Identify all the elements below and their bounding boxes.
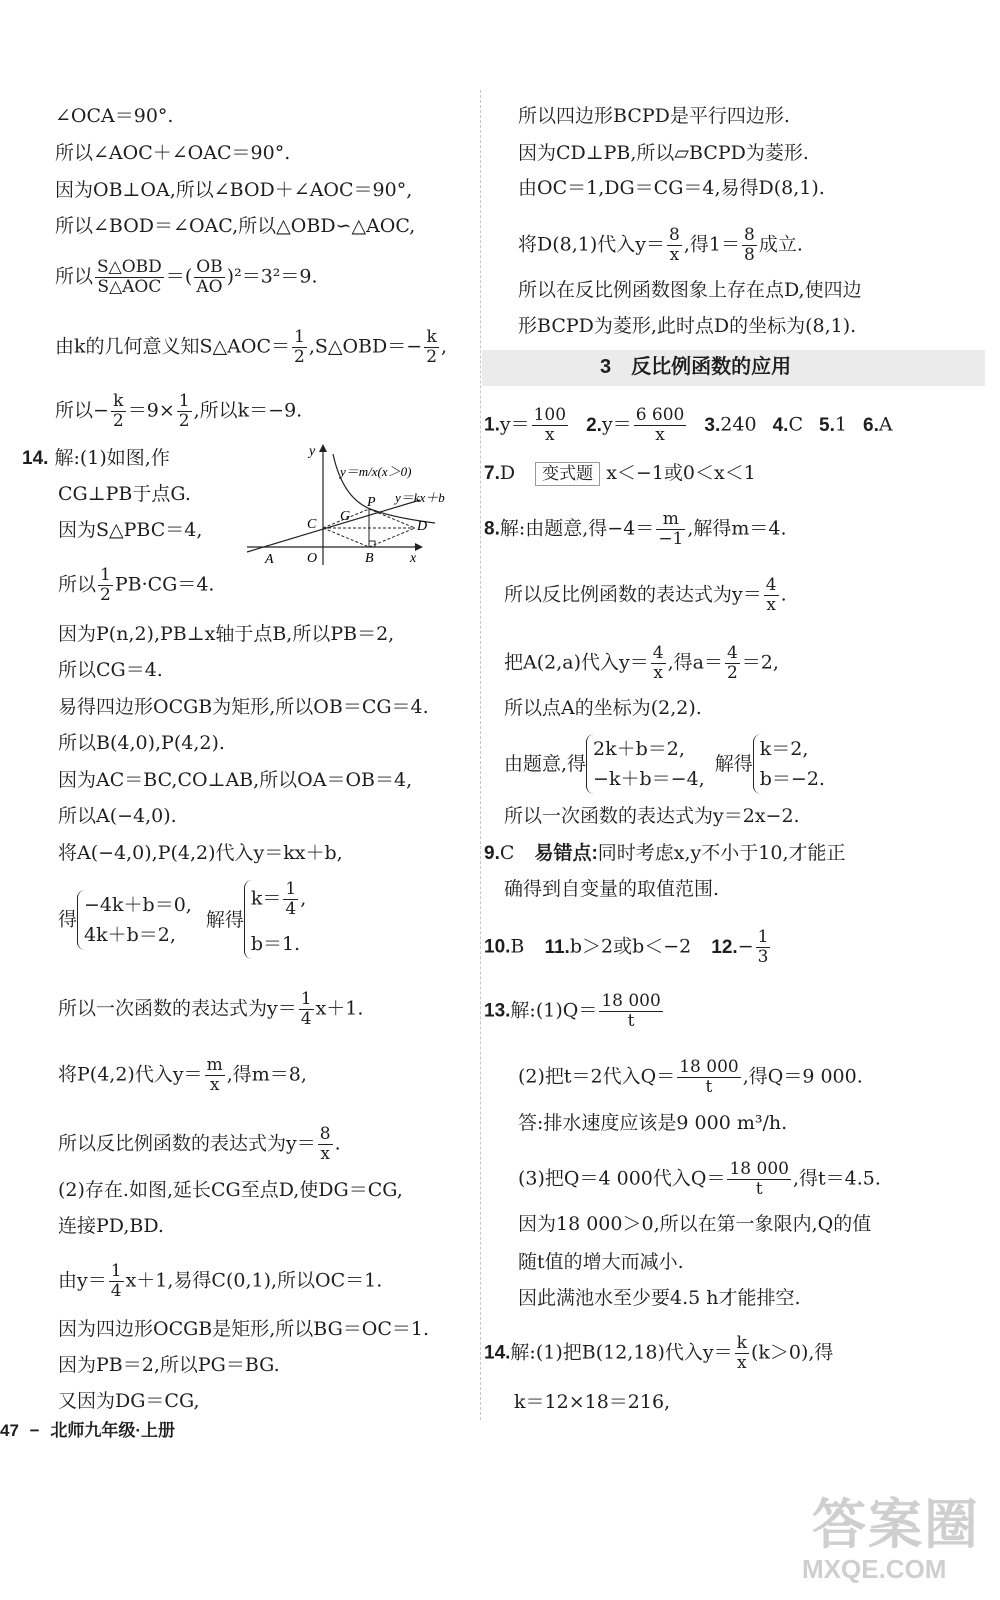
text: 解得 [714, 753, 753, 775]
text-line: 所以四边形BCPD是平行四边形. [518, 105, 790, 127]
fraction [111, 392, 126, 431]
fraction [98, 566, 113, 605]
text-line: 又因为DG＝CG, [58, 1390, 200, 1412]
numerator: 18 000 [729, 1159, 789, 1179]
formula-line [518, 1160, 881, 1199]
answer-line-10-12 [484, 928, 772, 967]
numerator: S△OBD [97, 257, 162, 277]
footer-dash: − [29, 1421, 40, 1440]
fraction [634, 406, 687, 445]
text: 所以反比例函数的表达式为y＝ [58, 1132, 316, 1155]
formula-line [484, 1334, 833, 1373]
formula-line [58, 1056, 307, 1095]
fraction [677, 1058, 740, 1097]
fraction [599, 992, 662, 1031]
answer-line-9 [484, 841, 846, 866]
text-line: (2)存在.如图,延长CG至点D,使DG＝CG, [58, 1179, 403, 1201]
denominator: −1 [658, 529, 684, 549]
denominator: 2 [112, 411, 124, 431]
segment-CB [323, 528, 369, 547]
fraction [532, 406, 568, 445]
point-B: B [365, 551, 374, 566]
point-P: P [367, 495, 376, 510]
text: ,得a＝ [667, 651, 723, 674]
equation: −4k＋b＝0, [84, 893, 192, 916]
denominator: 2 [726, 663, 738, 683]
label-line: y＝kx＋b [395, 490, 445, 505]
numerator: 1 [293, 327, 305, 347]
formula-line [504, 644, 779, 683]
fraction [299, 990, 314, 1029]
solution-system [244, 880, 306, 959]
linear-function-line [247, 500, 420, 552]
text-line: 因为OB⊥OA,所以∠BOD＋∠AOC＝90°, [55, 179, 413, 201]
equation: 4k＋b＝2, [84, 923, 176, 946]
text-line: 随t值的增大而减小. [518, 1251, 684, 1273]
numerator: 1 [100, 565, 111, 585]
variant-tag: 变式题 [535, 462, 600, 486]
text: 所以反比例函数的表达式为y＝ [504, 583, 762, 606]
numerator: OB [196, 257, 223, 277]
numerator: 4 [726, 643, 738, 663]
text-line: CG⊥PB于点G. [58, 483, 191, 505]
answer: D [499, 462, 516, 484]
denominator: x [655, 425, 665, 445]
numerator: k [424, 328, 439, 348]
answer: b＞2或b＜−2 [569, 935, 692, 958]
watermark-logo-text: 答案圈 [812, 1493, 980, 1556]
fraction [756, 928, 771, 967]
text: ,解得m＝4. [687, 517, 787, 540]
numerator: 6 600 [635, 405, 685, 425]
denominator: 2 [100, 585, 111, 605]
numerator: m [206, 1055, 223, 1075]
text: 所以一次函数的表达式为y＝ [58, 997, 297, 1020]
text-line: 所以B(4,0),P(4,2). [58, 732, 225, 754]
text: 解:(1)Q＝ [510, 999, 598, 1022]
text: ,得Q＝9 000. [742, 1065, 863, 1088]
numerator: 1 [110, 1261, 122, 1281]
point-D: D [417, 519, 428, 534]
answer: B [510, 935, 525, 958]
coordinate-figure [245, 440, 460, 570]
numerator: 1 [178, 391, 190, 411]
section-title: 3 反比例函数的应用 [600, 356, 792, 378]
question-number: 6. [863, 414, 879, 436]
denominator: t [705, 1077, 713, 1097]
error-prone-label: 易错点: [534, 843, 598, 864]
text: 同时考虑x,y不小于10,才能正 [597, 842, 846, 864]
numerator: 8 [319, 1124, 331, 1144]
fraction [735, 1334, 749, 1373]
text: 将D(8,1)代入y＝ [518, 233, 666, 256]
formula-line [55, 392, 302, 431]
text: y＝ [499, 413, 530, 436]
text-line: 因为四边形OCGB是矩形,所以BG＝OC＝1. [58, 1318, 430, 1340]
denominator: 3 [757, 947, 769, 967]
formula-line: 所以 $\frac{\text{S△OBD}}{\text{S△AOC}}$ ＝( $\frac{OB}{AO}$ )²＝3²＝9. [55, 257, 318, 297]
denominator: x [209, 1075, 220, 1095]
equation-system [77, 890, 192, 950]
text-line: 由OC＝1,DG＝CG＝4,易得D(8,1). [518, 177, 825, 199]
fraction [667, 226, 682, 265]
watermark [802, 1482, 982, 1592]
solution-system [753, 734, 825, 794]
equation-system [586, 734, 705, 794]
fraction [194, 258, 224, 297]
denominator: 8 [743, 245, 755, 265]
numerator: 4 [652, 643, 664, 663]
point-O: O [307, 551, 318, 566]
label-y: y [309, 444, 316, 459]
formula-line [58, 1125, 341, 1164]
page-footer [0, 1416, 175, 1441]
point-C: C [307, 517, 317, 532]
numerator: 1 [300, 989, 312, 1009]
text: PB·CG＝4. [114, 573, 215, 596]
denominator: 2 [178, 411, 190, 431]
formula-line [518, 226, 803, 265]
text-line: 因为AC＝BC,CO⊥AB,所以OA＝OB＝4, [58, 769, 413, 791]
text-line: 因为18 000＞0,所以在第一象限内,Q的值 [518, 1213, 872, 1235]
text: 所以− [55, 399, 109, 422]
denominator: 4 [285, 899, 297, 919]
answer: C [499, 842, 515, 864]
text: 由题意,得 [504, 753, 587, 775]
fraction [742, 226, 757, 265]
equation: −k＋b＝−4, [593, 768, 705, 790]
formula-line [484, 510, 787, 549]
denominator: 2 [293, 347, 305, 367]
text: (k＞0),得 [750, 1341, 834, 1364]
fraction [725, 644, 740, 683]
point-G: G [340, 509, 351, 524]
formula-line [504, 576, 787, 615]
fraction [205, 1056, 225, 1095]
text-line: 形BCPD为菱形,此时点D的坐标为(8,1). [518, 315, 857, 337]
numerator: 4 [765, 575, 777, 595]
fraction [109, 1262, 124, 1301]
y-axis-arrow [319, 444, 327, 452]
fraction [292, 328, 307, 367]
numerator: 18 000 [679, 1057, 739, 1077]
fraction [727, 1160, 790, 1199]
formula-line [518, 1058, 863, 1097]
text: x＋1. [315, 997, 364, 1020]
question-number: 5. [819, 414, 835, 436]
answer: 240 [720, 413, 757, 436]
question-number: 14. [484, 1342, 511, 1364]
formula-line [58, 1262, 382, 1301]
answer: C [788, 413, 803, 436]
denominator: x [320, 1144, 330, 1164]
text: ,所以k＝−9. [193, 399, 303, 422]
fraction [764, 576, 779, 615]
text-line: 确得到自变量的取值范围. [504, 878, 720, 900]
text-line: 因为CD⊥PB,所以▱BCPD为菱形. [518, 142, 809, 164]
question-number: 2. [586, 414, 602, 436]
text: . [780, 583, 787, 606]
denominator: t [627, 1011, 635, 1031]
denominator: AO [196, 277, 223, 297]
denominator: x [766, 595, 776, 615]
answer-line-1-6 [484, 406, 893, 445]
text: y＝ [601, 413, 632, 436]
text: 得 [58, 908, 78, 931]
denominator: 4 [110, 1281, 122, 1301]
text: ,得1＝ [683, 233, 740, 256]
numerator: 1 [285, 879, 297, 899]
text: x＋1,易得C(0,1),所以OC＝1. [125, 1269, 383, 1292]
equation-system-line [504, 734, 825, 794]
numerator: 8 [743, 225, 755, 245]
text: . [334, 1132, 341, 1155]
equation: k＝2, [759, 738, 809, 760]
denominator: t [755, 1179, 763, 1199]
denominator: x [545, 425, 555, 445]
answer: 1 [834, 413, 847, 436]
question-number: 7. [484, 463, 500, 484]
fraction [95, 258, 164, 297]
question-number: 13. [484, 1000, 511, 1022]
text: ＝9× [127, 399, 175, 422]
fraction [283, 880, 298, 919]
answer: x＜−1或0＜x＜1 [606, 462, 756, 484]
text: (2)把t＝2代入Q＝ [518, 1065, 676, 1088]
text: 解:由题意,得−4＝ [499, 517, 655, 540]
denominator: x [653, 663, 663, 683]
label-curve: y＝m/x(x＞0) [340, 464, 412, 479]
book-title: 北师九年级·上册 [50, 1421, 175, 1440]
question-number: 3. [704, 414, 721, 436]
fraction [177, 392, 192, 431]
formula-line [58, 566, 214, 605]
x-axis-arrow [415, 543, 423, 551]
denominator: x [669, 245, 680, 265]
text-line: 所以∠BOD＝∠OAC,所以△OBD∽△AOC, [55, 215, 416, 237]
question-14-line [22, 446, 170, 471]
column-divider [480, 90, 481, 1420]
fraction [318, 1125, 333, 1164]
formula-line [58, 990, 363, 1029]
denominator: S△AOC [97, 277, 162, 297]
text: ＝ [165, 265, 185, 288]
text: (3)把Q＝4 000代入Q＝ [518, 1167, 726, 1190]
equation: b＝1. [250, 933, 301, 955]
text: 所以 [58, 573, 97, 596]
numerator: k [111, 392, 126, 412]
equation: 2k＋b＝2, [593, 738, 685, 760]
text: 把A(2,a)代入y＝ [504, 651, 649, 674]
fraction [651, 644, 666, 683]
question-number: 1. [484, 414, 500, 436]
numerator: k [736, 1333, 747, 1353]
watermark-url: MXQE.COM [802, 1554, 947, 1584]
question-number: 4. [772, 414, 789, 436]
text: ,S△OBD＝− [308, 335, 423, 358]
text: , [441, 335, 448, 358]
text: 由y＝ [58, 1269, 107, 1292]
label-x: x [410, 551, 417, 566]
text-line: 所以CG＝4. [58, 659, 163, 681]
text: ²＝3²＝9. [234, 265, 318, 288]
equation: b＝−2. [759, 768, 825, 790]
numerator: 100 [533, 405, 567, 425]
text-line: 因为PB＝2,所以PG＝BG. [58, 1354, 280, 1376]
denominator: 2 [426, 347, 438, 367]
numerator: 8 [669, 225, 680, 245]
text-line: 连接PD,BD. [58, 1215, 164, 1237]
segment-BD [369, 528, 415, 547]
text-line: 所以∠AOC＋∠OAC＝90°. [55, 142, 291, 164]
text: 解:(1)把B(12,18)代入y＝ [510, 1341, 733, 1364]
text-line: ∠OCA＝90°. [55, 105, 174, 127]
denominator: 4 [300, 1009, 312, 1029]
text-line: 所以一次函数的表达式为y＝2x−2. [504, 805, 800, 827]
text-line: 易得四边形OCGB为矩形,所以OB＝CG＝4. [58, 696, 429, 718]
question-number: 8. [484, 518, 500, 540]
text-line: 将A(−4,0),P(4,2)代入y＝kx＋b, [58, 842, 343, 864]
text: , [300, 887, 307, 910]
answer: A [878, 413, 893, 436]
text: 解:(1)如图,作 [54, 447, 170, 469]
question-number: 11. [544, 936, 570, 958]
text: − [737, 935, 754, 958]
numerator: m [656, 510, 685, 530]
text-line: 所以在反比例函数图象上存在点D,使四边 [518, 279, 862, 301]
text: ,得t＝4.5. [792, 1167, 881, 1190]
point-A: A [265, 552, 274, 567]
question-number: 12. [711, 936, 738, 958]
text-line: 所以A(−4,0). [58, 805, 177, 827]
fraction [424, 328, 439, 367]
text: 由k的几何意义知S△AOC＝ [55, 335, 290, 358]
numerator: 18 000 [601, 991, 661, 1011]
question-number: 10. [484, 936, 511, 958]
formula-line [55, 328, 447, 367]
text-line: 因为P(n,2),PB⊥x轴于点B,所以PB＝2, [58, 623, 395, 645]
text-line: 因为S△PBC＝4, [58, 519, 203, 541]
text: 所以 [55, 265, 94, 288]
numerator: 1 [757, 927, 769, 947]
text: 解得 [205, 908, 244, 931]
text: 将P(4,2)代入y＝ [58, 1063, 203, 1086]
text: ,得m＝8, [226, 1063, 307, 1086]
text: k＝ [250, 887, 282, 910]
text-line: 因此满池水至少要4.5 h才能排空. [518, 1287, 801, 1309]
text-line: k＝12×18＝216, [514, 1391, 671, 1413]
text: ＝2, [741, 651, 779, 674]
question-number: 14. [22, 448, 49, 469]
answer-line-7 [484, 461, 756, 486]
equation-system-line [58, 880, 306, 959]
page-number: 47 [0, 1421, 19, 1440]
formula-line [484, 992, 665, 1031]
denominator: x [737, 1353, 747, 1373]
text-line: 答:排水速度应该是9 000 m³/h. [518, 1112, 788, 1134]
question-number: 9. [484, 843, 500, 864]
text-line: 所以点A的坐标为(2,2). [504, 697, 702, 719]
text: 成立. [758, 233, 803, 256]
fraction [656, 510, 685, 549]
